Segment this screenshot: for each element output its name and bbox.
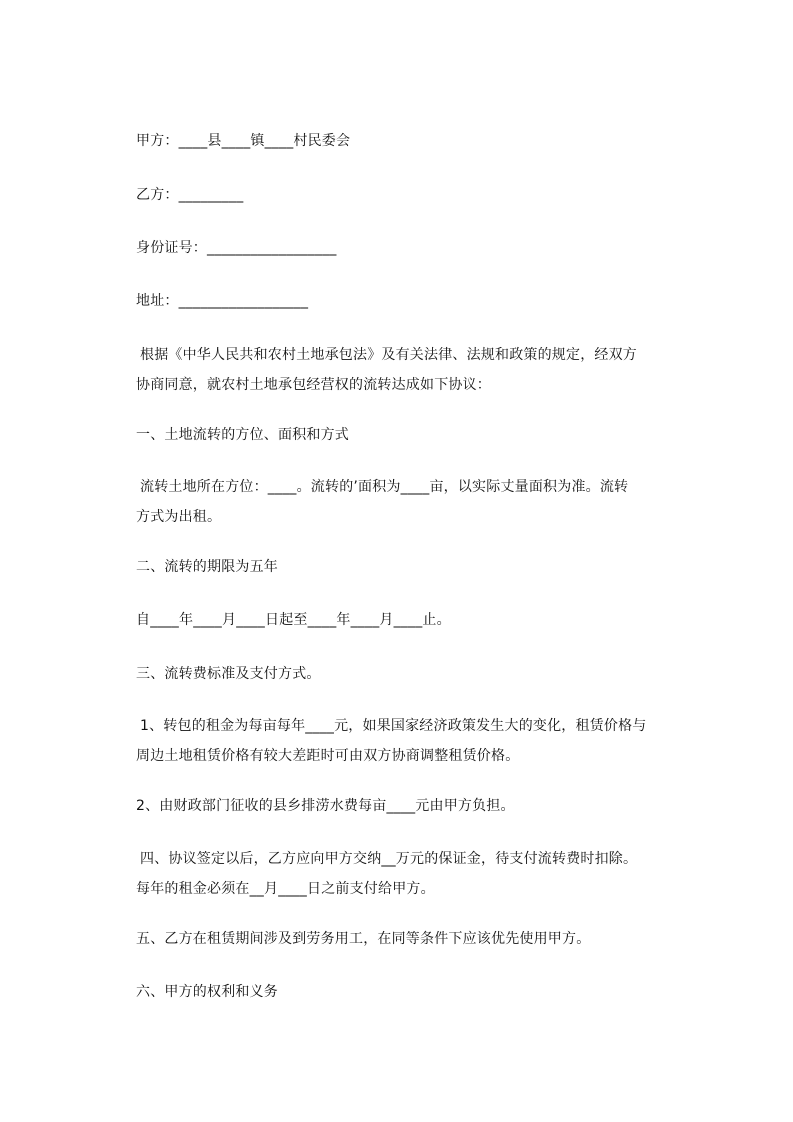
party-b-line: 乙方：_________ — [136, 187, 244, 203]
section3-item-1-line-1: 1、转包的租金为每亩每年____元，如果国家经济政策发生大的变化，租赁价格与 — [140, 718, 647, 734]
section1-body-line-2: 方式为出租。 — [136, 509, 222, 525]
address-line: 地址：__________________ — [136, 293, 309, 309]
section3-heading: 三、流转费标准及支付方式。 — [136, 666, 321, 682]
section4-line-2: 每年的租金必须在__月____日之前支付给甲方。 — [136, 881, 435, 897]
preamble-paragraph — [136, 340, 696, 400]
section2-body: 自____年____月____日起至____年____月____止。 — [136, 612, 451, 628]
section3-item-1 — [136, 711, 696, 771]
section4-paragraph — [136, 844, 696, 904]
section5-paragraph: 五、乙方在租赁期间涉及到劳务用工，在同等条件下应该优先使用甲方。 — [136, 931, 591, 947]
section1-body-line-1: 流转土地所在方位：____。流转的’面积为____亩，以实际丈量面积为准。流转 — [140, 479, 629, 495]
section1-body — [136, 472, 696, 532]
preamble-line-1: 根据《中华人民共和农村土地承包法》及有关法律、法规和政策的规定，经双方 — [140, 347, 637, 363]
id-number-line: 身份证号：__________________ — [136, 240, 337, 256]
section2-heading: 二、流转的期限为五年 — [136, 559, 278, 575]
section3-item-1-line-2: 周边土地租赁价格有较大差距时可由双方协商调整租赁价格。 — [136, 748, 520, 764]
preamble-line-2: 协商同意，就农村土地承包经营权的流转达成如下协议： — [136, 377, 491, 393]
party-a-line: 甲方：____县____镇____村民委会 — [136, 133, 351, 149]
section4-line-1: 四、协议签定以后，乙方应向甲方交纳__万元的保证金，待支付流转费时扣除。 — [140, 851, 638, 867]
section6-heading: 六、甲方的权利和义务 — [136, 984, 278, 1000]
section1-heading: 一、土地流转的方位、面积和方式 — [136, 427, 349, 443]
section3-item-2: 2、由财政部门征收的县乡排涝水费每亩____元由甲方负担。 — [136, 798, 515, 814]
